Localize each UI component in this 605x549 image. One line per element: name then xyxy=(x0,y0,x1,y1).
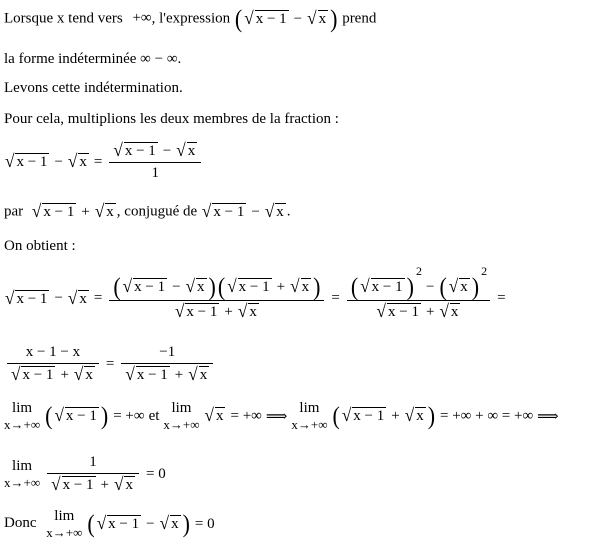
intro-line xyxy=(4,4,377,33)
fraction-squares: ( √ x − 1 ) 2 − ( √ x ) 2 √ x − 1 + √ x xyxy=(347,276,490,321)
intro-text-b: , l'expression xyxy=(151,10,231,27)
equation-fraction-1: √ x − 1 − √ x = √ x − 1 − √ x 1 xyxy=(4,142,204,182)
intro-text-c: prend xyxy=(342,10,377,27)
fraction-product: ( √ x − 1 − √ x ) ( √ x − 1 + √ x ) √ x − 1 + √ x xyxy=(109,276,324,321)
conclusion-line: Donc lim x→+∞ ( √ x − 1 − √ x ) = 0 xyxy=(4,508,215,540)
fraction-minus-one: −1 √ x − 1 + √ x xyxy=(121,344,213,384)
onobtient-line: On obtient : xyxy=(4,238,76,254)
conjugate-line: par √ x − 1 + √ x , conjugué de √ x − 1 − √ x . xyxy=(4,201,291,222)
expression-sqrt-diff: ( √ x − 1 − √ x ) xyxy=(234,4,338,33)
fraction-over-one: √ x − 1 − √ x 1 xyxy=(109,142,201,182)
sqrt-x-minus-1: √ x − 1 xyxy=(244,8,287,29)
limit-fraction-line: lim x→+∞ 1 √ x − 1 + √ x = 0 xyxy=(4,454,166,495)
sqrt-x: √ x xyxy=(307,8,327,29)
plus-infinity: +∞ xyxy=(132,10,152,27)
limits-line: lim x→+∞ ( √ x − 1 ) = +∞ et lim x→+∞ √ x = +∞ ⟹ lim x→+∞ ( √ x − 1 + √ x ) = +∞ + ∞ = +∞ ⟹ xyxy=(4,400,559,432)
pourcela-line: Pour cela, multiplions les deux membres de la fraction : xyxy=(4,111,339,127)
forme-line: la forme indéterminée ∞ − ∞. xyxy=(4,51,182,67)
levons-line: Levons cette indétermination. xyxy=(4,80,183,96)
equation-simplified: x − 1 − x √ x − 1 + √ x = −1 √ x − 1 + √ x xyxy=(4,344,216,384)
fraction-x-minus-1-minus-x: x − 1 − x √ x − 1 + √ x xyxy=(7,344,99,384)
intro-text: Lorsque x tend vers xyxy=(4,10,123,27)
equation-conjugate-expansion: √ x − 1 − √ x = ( √ x − 1 − √ x ) ( √ x − 1 + √ x ) √ x − 1 + √ x = ( √ x − 1 ) 2 − ( √ x ) 2 √ x − 1 + √ x = xyxy=(5,263,506,322)
